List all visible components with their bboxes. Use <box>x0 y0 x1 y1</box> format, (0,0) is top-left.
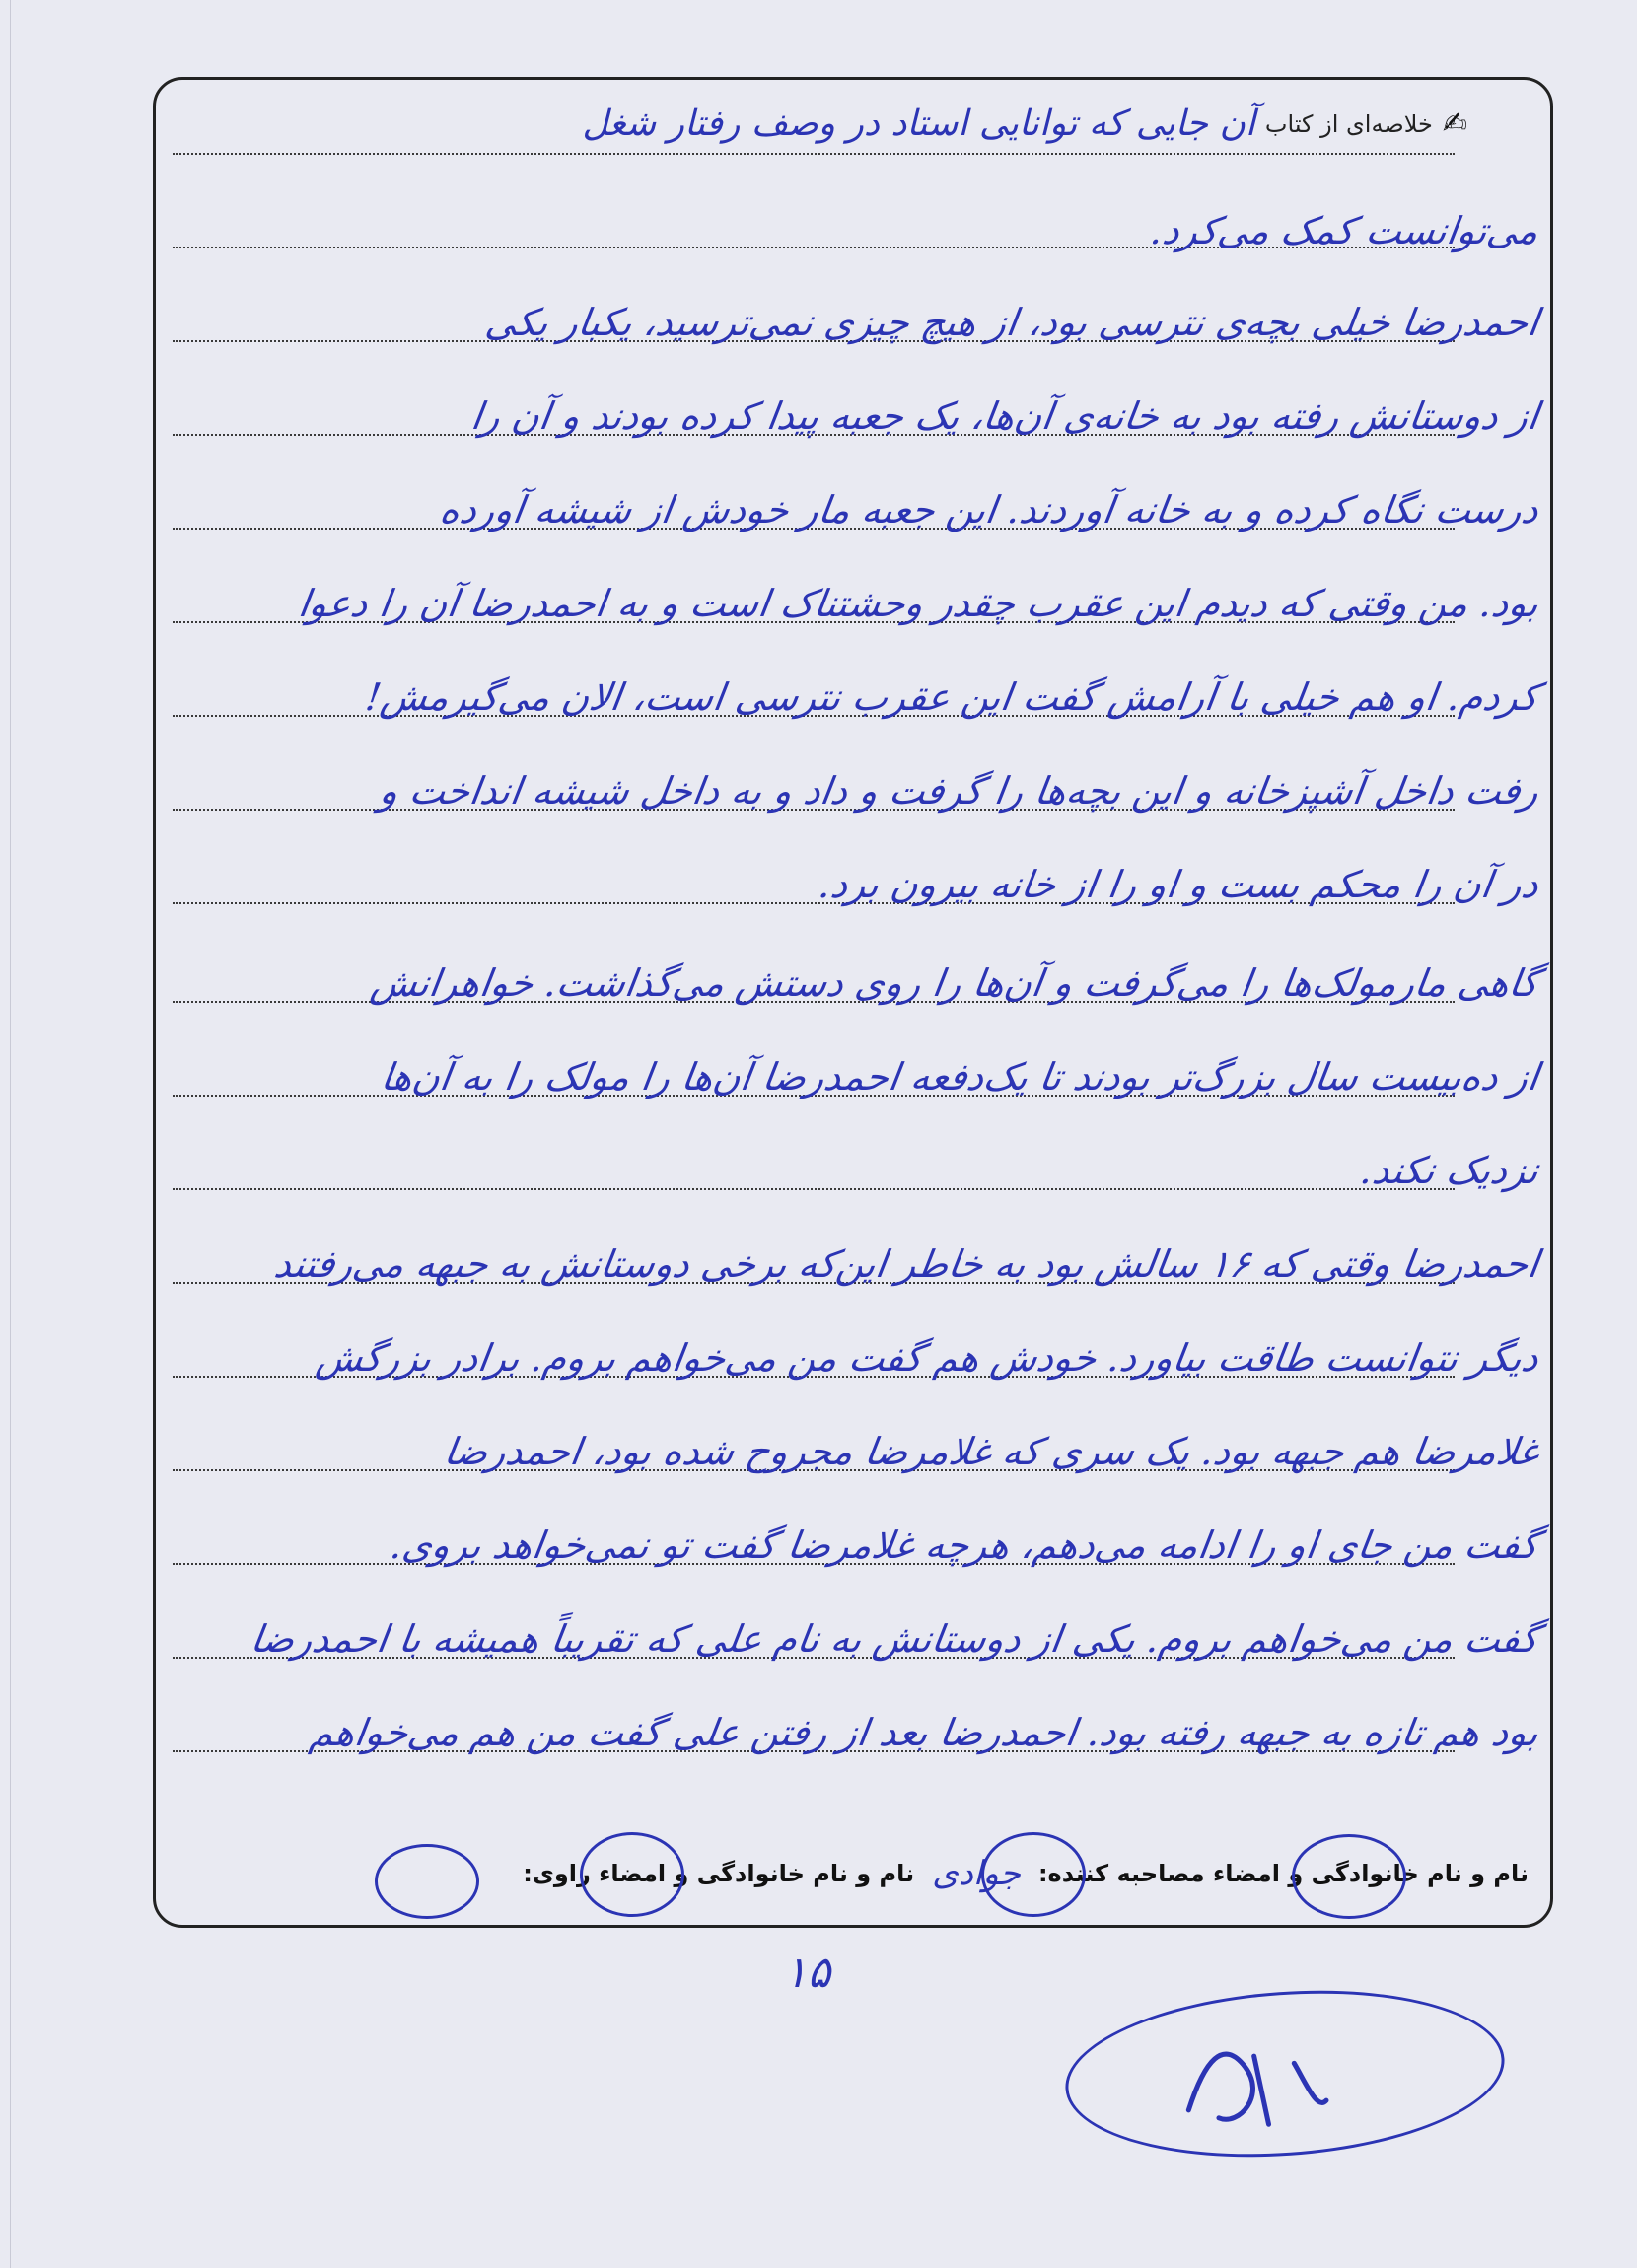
handwritten-line: دیگر نتوانست طاقت بیاورد. خودش هم گفت من می‌خواهم بروم. برادر بزرگش <box>313 1336 1542 1380</box>
handwritten-line: می‌توانست کمک می‌کرد. <box>1148 209 1542 252</box>
handwritten-line: بود هم تازه به جبهه رفته بود. احمدرضا بعد از رفتن علی گفت من هم می‌خواهم <box>307 1711 1542 1754</box>
interviewer-signature: جوادی <box>932 1854 1021 1893</box>
prompt-handwritten: آن جایی که توانایی استاد در وصف رفتار شغل <box>582 104 1255 144</box>
handwritten-line: نزدیک نکند. <box>1357 1149 1542 1192</box>
handwritten-line: بود. من وقتی که دیدم این عقرب چقدر وحشتناک است و به احمدرضا آن را دعوا <box>295 582 1542 625</box>
handwritten-line: گفت من می‌خواهم بروم. یکی از دوستانش به نام علی که تقریباً همیشه با احمدرضا <box>248 1617 1542 1661</box>
ink-circle <box>580 1832 684 1917</box>
handwritten-line: از ده‌بیست سال بزرگ‌تر بودند تا یک‌دفعه احمدرضا آن‌ها را مولک را به آن‌ها <box>378 1055 1542 1099</box>
prompt-label: خلاصه‌ای از کتاب <box>1264 109 1433 138</box>
page-number: ۱۵ <box>784 1948 831 1998</box>
ink-circle <box>375 1844 479 1919</box>
writing-hand-icon: ✍ <box>1442 106 1467 141</box>
ruled-line <box>173 153 1455 155</box>
signature-scribble <box>1063 1980 1507 2167</box>
handwritten-line: کردم. او هم خیلی با آرامش گفت این عقرب نترسی است، الان می‌گیرمش! <box>362 675 1542 719</box>
handwritten-line: رفت داخل آشپزخانه و این بچه‌ها را گرفت و داد و به داخل شیشه انداخت و <box>377 769 1542 813</box>
handwritten-line: از دوستانش رفته بود به خانه‌ی آن‌ها، یک جعبه پیدا کرده بودند و آن را <box>468 394 1542 438</box>
narrator-label: نام و نام خانوادگی و امضاء راوی: <box>523 1860 915 1887</box>
ink-circle <box>981 1832 1086 1917</box>
handwritten-line: احمدرضا خیلی بچه‌ی نترسی بود، از هیچ چیزی نمی‌ترسید، یکبار یکی <box>482 301 1542 344</box>
handwritten-line: احمدرضا وقتی که ۱۶ سالش بود به خاطر این‌که برخی دوستانش به جبهه می‌رفتند <box>271 1242 1542 1286</box>
handwritten-line: گفت من جای او را ادامه می‌دهم، هرچه غلامرضا گفت تو نمی‌خواهد بروی. <box>388 1524 1542 1567</box>
handwritten-line: در آن را محکم بست و او را از خانه بیرون برد. <box>816 863 1542 906</box>
handwritten-signature <box>1060 1977 1510 2171</box>
page-edge-line <box>10 0 11 2268</box>
handwritten-line: گاهی مارمولک‌ها را می‌گرفت و آن‌ها را روی دستش می‌گذاشت. خواهرانش <box>368 961 1542 1005</box>
handwritten-line: غلامرضا هم جبهه بود. یک سری که غلامرضا مجروح شده بود، احمدرضا <box>441 1430 1542 1473</box>
interviewer-label: نام و نام خانوادگی و امضاء مصاحبه کننده: <box>1037 1860 1529 1887</box>
ink-circle <box>1292 1834 1406 1919</box>
form-prompt <box>582 104 1467 144</box>
handwritten-line: درست نگاه کرده و به خانه آوردند. این جعبه مار خودش از شیشه آورده <box>437 488 1542 532</box>
